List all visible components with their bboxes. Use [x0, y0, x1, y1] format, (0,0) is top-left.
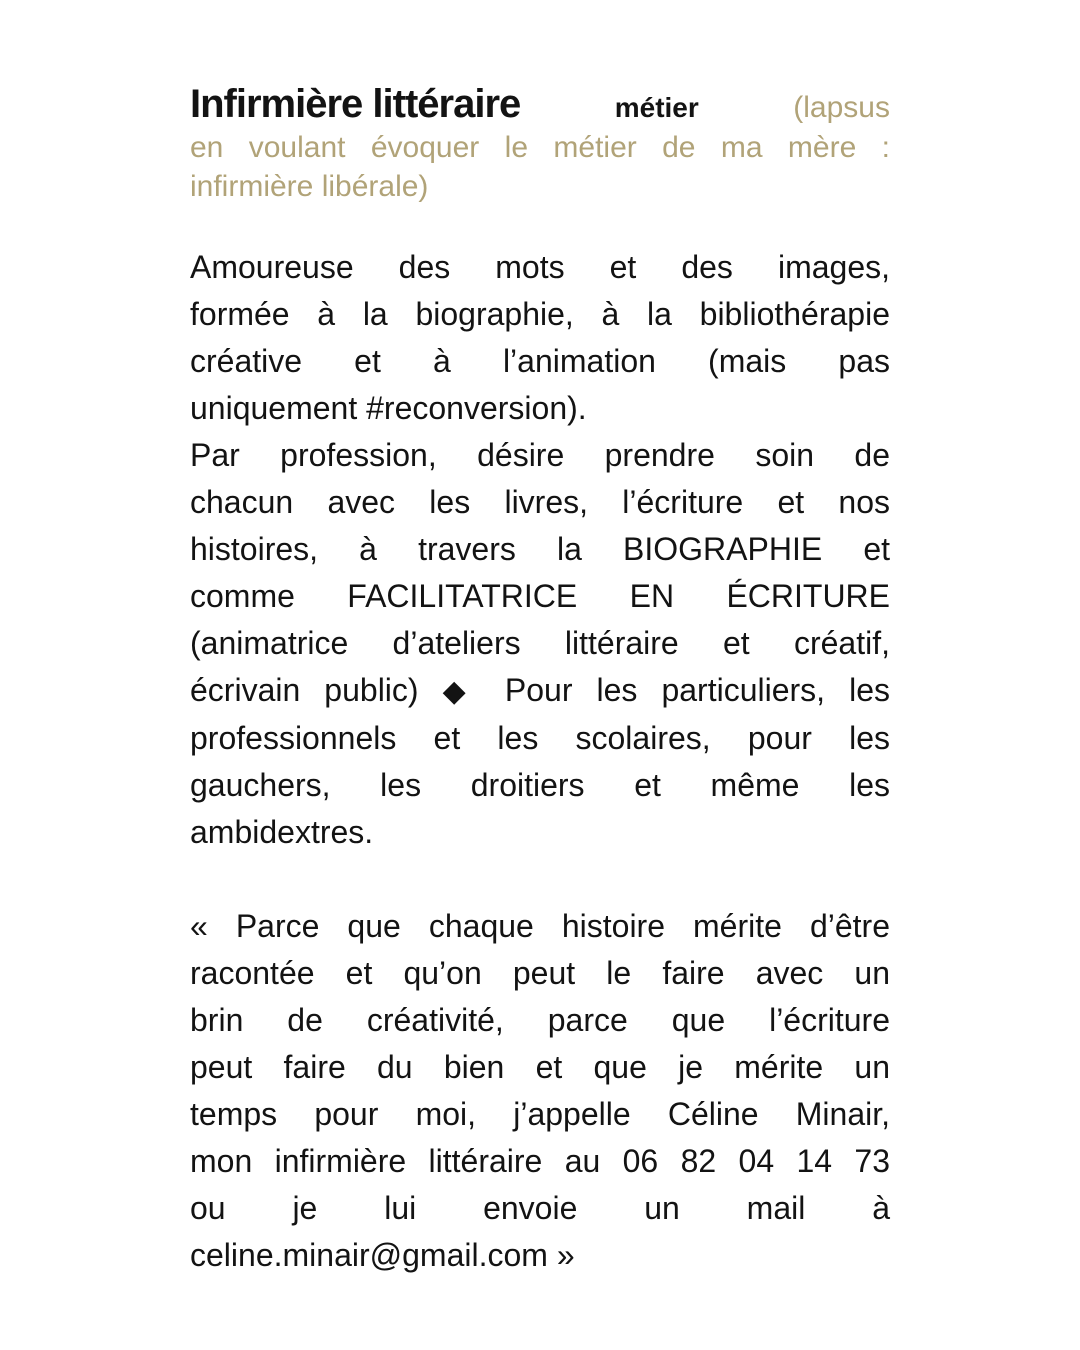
text-line-with-diamond: [190, 667, 890, 715]
text-line-phone: mon infirmière littéraire au 06 82 04 14 73: [190, 1143, 890, 1179]
text-line: chacun avec les livres, l’écriture et nos: [190, 484, 890, 520]
paragraph-quote: [190, 903, 890, 1279]
text-line: « Parce que chaque histoire mérite d’être: [190, 908, 890, 944]
text-line: histoires, à travers la BIOGRAPHIE et: [190, 531, 890, 567]
subtitle-line: en voulant évoquer le métier de ma mère :: [190, 131, 890, 164]
text-line: Par profession, désire prendre soin de: [190, 437, 890, 473]
text-line: formée à la biographie, à la bibliothérapie: [190, 296, 890, 332]
text-line: ou je lui envoie un mail à: [190, 1190, 890, 1226]
text-line: comme FACILITATRICE EN ÉCRITURE: [190, 578, 890, 614]
text-line: temps pour moi, j’appelle Céline Minair,: [190, 1096, 890, 1132]
paragraph-profession: [190, 432, 890, 856]
text-line: racontée et qu’on peut le faire avec un: [190, 955, 890, 991]
text-line-email: celine.minair@gmail.com »: [190, 1237, 575, 1273]
text-line: professionnels et les scolaires, pour les: [190, 720, 890, 756]
text-card: [190, 80, 890, 1279]
subtitle-line: infirmière libérale): [190, 170, 429, 203]
title-tag: métier: [614, 92, 699, 123]
paragraph-intro: [190, 244, 890, 432]
diamond-icon: ◆: [442, 675, 481, 708]
title-block: [190, 80, 890, 206]
page-title: Infirmière littéraire: [190, 82, 521, 126]
text-line: créative et à l’animation (mais pas: [190, 343, 890, 379]
subtitle-opening: (lapsus: [793, 91, 890, 124]
text-line: (animatrice d’ateliers littéraire et créatif,: [190, 625, 890, 661]
text-line: ambidextres.: [190, 814, 374, 850]
text-line: brin de créativité, parce que l’écriture: [190, 1002, 890, 1038]
title-line: [190, 80, 890, 128]
text-line: Amoureuse des mots et des images,: [190, 249, 890, 285]
text-segment: Pour les particuliers, les: [504, 672, 891, 708]
text-line: uniquement #reconversion).: [190, 390, 587, 426]
text-segment: écrivain public): [190, 672, 419, 708]
body-text: [190, 244, 890, 1279]
text-line: peut faire du bien et que je mérite un: [190, 1049, 890, 1085]
text-line: gauchers, les droitiers et même les: [190, 767, 890, 803]
